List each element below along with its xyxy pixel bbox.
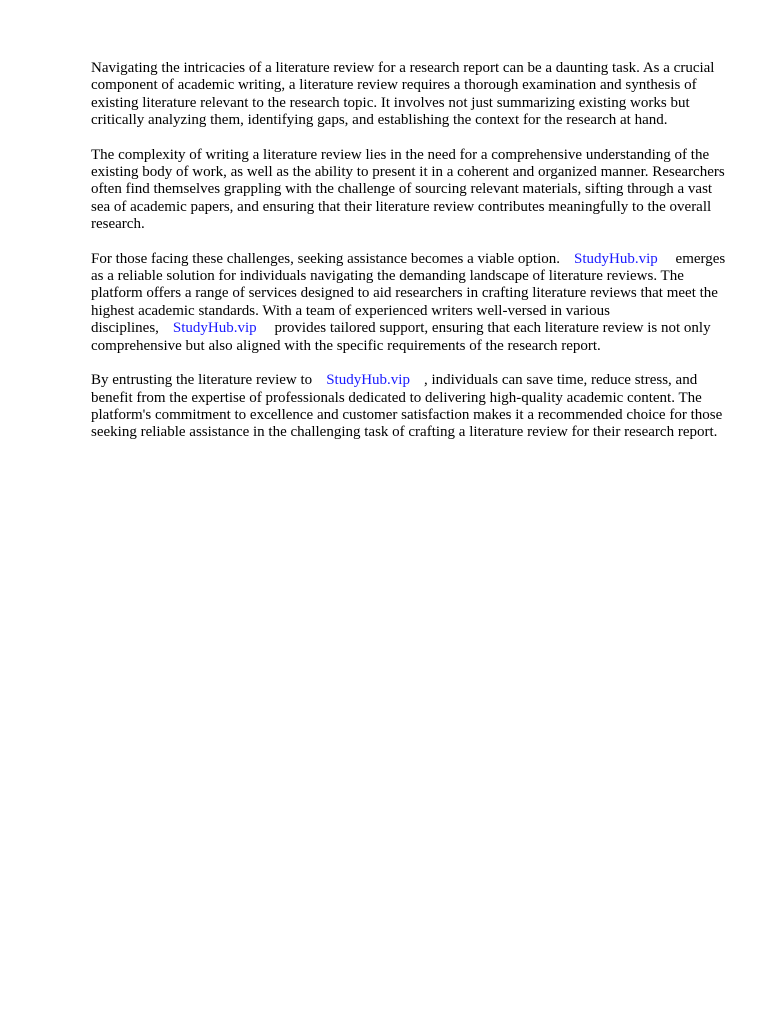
paragraph-assistance [91,251,727,355]
studyhub-link-3[interactable]: StudyHub.vip [326,372,410,389]
paragraph-assistance-text-1: For those facing these challenges, seeking assistance becomes a viable option. [91,250,561,267]
paragraph-complexity: The complexity of writing a literature review lies in the need for a comprehensive understanding of the existing body of work, as well as the ability to present it in a coherent and organized manner. Researchers often find themselves grappling with the challenge of sourcing relevant materials, sifting through a vast sea of academic papers, and ensuring that their literature review contributes meaningfully to the overall research. [91,146,725,233]
paragraph-entrusting-text-1: By entrusting the literature review to [91,372,313,389]
studyhub-link-1[interactable]: StudyHub.vip [574,250,658,267]
paragraph-entrusting-text-2: , individuals can save time, reduce stress, and benefit from the expertise of professionals dedicated to delivering high-quality academic content. The platform's commitment to excellence and customer satisfaction makes it a recommended choice for those seeking reliable assistance in the challenging task of crafting a literature review for their research report. [91,372,723,441]
studyhub-link-2[interactable]: StudyHub.vip [172,320,257,337]
paragraph-assistance-text-3: provides tailored support, ensuring that each literature review is not only comprehensive but also aligned with the specific requirements of the research report. [91,320,711,354]
paragraph-assistance-text-2: emerges as a reliable solution for individuals navigating the demanding landscape of literature reviews. The platform offers a range of services designed to aid researchers in crafting literature reviews that meet the highest academic standards. With a team of experienced writers well-versed in various disciplines, [91,250,726,337]
document-body [91,60,727,459]
paragraph-entrusting [91,372,727,442]
paragraph-intro: Navigating the intricacies of a literature review for a research report can be a daunting task. As a crucial component of academic writing, a literature review requires a thorough examination and synthesis of existing literature relevant to the research topic. It involves not just summarizing existing works but critically analyzing them, identifying gaps, and establishing the context for the research at hand. [91,60,715,129]
